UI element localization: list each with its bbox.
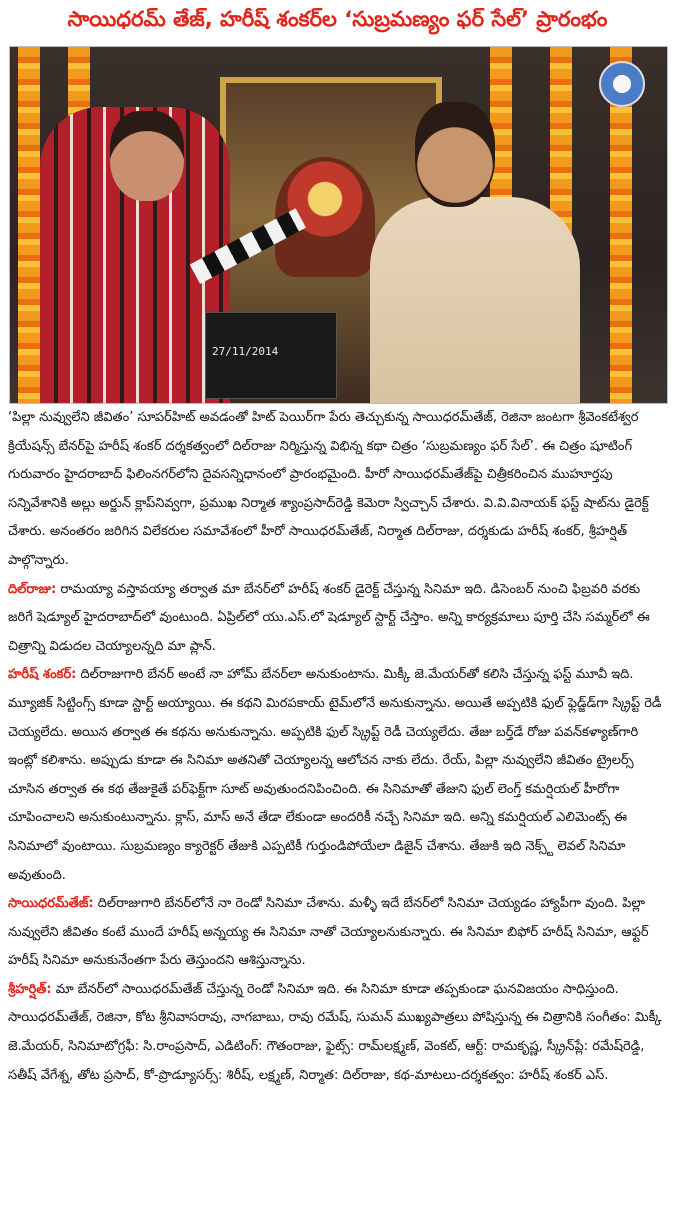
quote-sriharshith [8,976,668,1005]
speaker-label: సాయిధరమ్‌తేజ్: [8,896,94,912]
intro-paragraph: ‘పిల్లా నువ్వులేని జీవితం’ సూపర్‌హిట్ అవడంతో హిట్ పెయిర్‌గా పేరు తెచ్చుకున్న సాయిధరమ్‌తేజ్, రెజినా జంటగా శ్రీవెంకటేశ్వర క్రియేషన్స్ బేనర్‌పై హరీష్ శంకర్ దర్శకత్వంలో దిల్‌రాజు నిర్మిస్తున్న విభిన్న కథా చిత్రం ‘సుబ్రమణ్యం ఫర్ సేల్’. ఈ చిత్రం షూటింగ్ గురువారం హైదరాబాద్ ఫిలింనగర్‌లోని దైవసన్నిధానంలో ప్రారంభమైంది. హీరో సాయిధరమ్‌తేజ్‌పై చిత్రీకరించిన ముహూర్తపు సన్నివేశానికి అల్లు అర్జున్ క్లాప్‌నివ్వగా, ప్రముఖ నిర్మాత శ్యాంప్రసాద్‌రెడ్డి కెమెరా స్విచ్చాన్ చేశారు. వి.వి.వినాయక్ ఫస్ట్ షాట్‌ను డైరెక్ట్ చేశారు. అనంతరం జరిగిన విలేకరుల సమావేశంలో హీరో సాయిధరమ్‌తేజ్, నిర్మాత దిల్‌రాజు, దర్శకుడు హరీష్ శంకర్, శ్రీహర్షిత్ పాల్గొన్నారు. [8,410,649,568]
credits-paragraph: సాయిధరమ్‌తేజ్, రెజినా, కోట శ్రీనివాసరావు, నాగబాబు, రావు రమేష్, సుమన్ ముఖ్యపాత్రలు పోషిస్తున్న ఈ చిత్రానికి సంగీతం: మిక్కీ జె.మేయర్, సినిమాటోగ్రఫీ: సి.రాంప్రసాద్, ఎడిటింగ్: గౌతంరాజు, ఫైట్స్: రామ్‌లక్ష్మణ్, వెంకట్, ఆర్ట్: రామకృష్ణ, స్క్రీన్‌ప్లే: రమేష్‌రెడ్డి, సతీష్ వేగేశ్న, తోట ప్రసాద్, కో-ప్రొడ్యూసర్స్: శిరీష్, లక్ష్మణ్, నిర్మాత: దిల్‌రాజు, కథ-మాటలు-దర్శకత్వం: హరీష్ శంకర్ ఎస్. [8,1010,662,1083]
article-body [8,404,668,1090]
quote-text: మా బేనర్‌లో సాయిధరమ్‌తేజ్ చేస్తున్న రెండో సినిమా ఇది. ఈ సినిమా కూడా తప్పకుండా ఘనవిజయం సాధిస్తుంది. [51,981,619,997]
person-beige-shirt [370,197,580,403]
channel-logo-icon [599,61,645,107]
quote-text: దిల్‌రాజుగారి బేనర్‌లోనే నా రెండో సినిమా చేశాను. మళ్ళీ ఇదే బేనర్‌లో సినిమా చెయ్యడం హ్యాపీగా వుంది. పిల్లా నువ్వులేని జీవితం కంటే ముందే హరీష్ అన్నయ్య ఈ సినిమా నాతో చెయ్యాలనుకున్నారు. ఈ సినిమా బిఫోర్ హరీష్ సినిమా, ఆఫ్టర్ హరీష్ సినిమా అనుకునేంతగా పేరు తెస్తుందని ఆశిస్తున్నాను. [8,896,649,969]
speaker-label: హరీష్ శంకర్: [8,667,77,683]
quote-saidharam-tej [8,890,668,976]
person-right-head [415,102,495,207]
event-photo [9,46,668,404]
quote-harish-shankar [8,661,668,890]
speaker-label: శ్రీహర్షిత్: [8,981,52,997]
clapper-date: 27/11/2014 [212,345,279,358]
speaker-label: దిల్‌రాజు: [8,581,57,597]
person-left-head [110,111,184,201]
quote-dilraju [8,576,668,662]
article-headline: సాయిధరమ్ తేజ్, హరీష్ శంకర్‌ల ‘సుబ్రమణ్యం ఫర్ సేల్’ ప్రారంభం [67,7,608,31]
quote-text: దిల్‌రాజుగారి బేనర్ అంటే నా హోమ్ బేనర్‌లా అనుకుంటాను. మిక్కీ జె.మేయర్‌తో కలిసి చేస్తున్న ఫస్ట్ మూవీ ఇది. మ్యూజిక్ సిట్టింగ్స్ కూడా స్టార్ట్ అయ్యాయి. ఈ కథని మిరపకాయ్ టైమ్‌లోనే అనుకున్నాను. అయితే అప్పటికి ఫుల్ ఫ్లెడ్జ్‌డ్‌గా స్క్రిప్ట్ రెడీ చెయ్యలేదు. అయిన తర్వాత ఈ కథను అనుకున్నాను. అప్పటికి ఫుల్ స్క్రిప్ట్ రెడీ చెయ్యలేదు. తేజు బర్త్‌డే రోజు పవన్‌కళ్యాణ్‌గారి ఇంట్లో కలిశాను. అప్పుడు కూడా ఈ సినిమా అతనితో చెయ్యాలన్న ఆలోచన నాకు లేదు. రేయ్, పిల్లా నువ్వులేని జీవితం ట్రైలర్స్ చూసిన తర్వాత ఈ కథ తేజుకైతే పర్‌ఫెక్ట్‌గా సూట్ అవుతుందనిపించింది. ఈ సినిమాతో తేజుని ఫుల్ లెంగ్త్ కమర్షియల్ హీరోగా చూపించాలని అనుకుంటున్నాను. క్లాస్, మాస్ అనే తేడా లేకుండా అందరికీ నచ్చే సినిమా ఇది. అన్ని కమర్షియల్ ఎలిమెంట్స్ ఈ సినిమాలో వుంటాయి. సుబ్రమణ్యం క్యారెక్టర్ తేజుకి ఎప్పటికీ గుర్తుండిపోయేలా డిజైన్ చేశాను. తేజుకి ఇది నెక్స్ట్ లెవల్ సినిమా అవుతుంది. [8,667,662,883]
quote-text: రామయ్యా వస్తావయ్యా తర్వాత మా బేనర్‌లో హరీష్ శంకర్ డైరెక్ట్ చేస్తున్న సినిమా ఇది. డిసెంబర్ నుంచి ఫిబ్రవరి వరకు జరిగే షెడ్యూల్ హైదరాబాద్‌లో వుంటుంది. ఏప్రిల్‌లో యు.ఎస్.లో షెడ్యూల్ స్టార్ట్ చేస్తాం. అన్ని కార్యక్రమాలు పూర్తి చేసి సమ్మర్‌లో ఈ చిత్రాన్ని విడుదల చెయ్యాలన్నది మా ప్లాన్. [8,581,650,654]
flower-garland-left [18,47,40,403]
